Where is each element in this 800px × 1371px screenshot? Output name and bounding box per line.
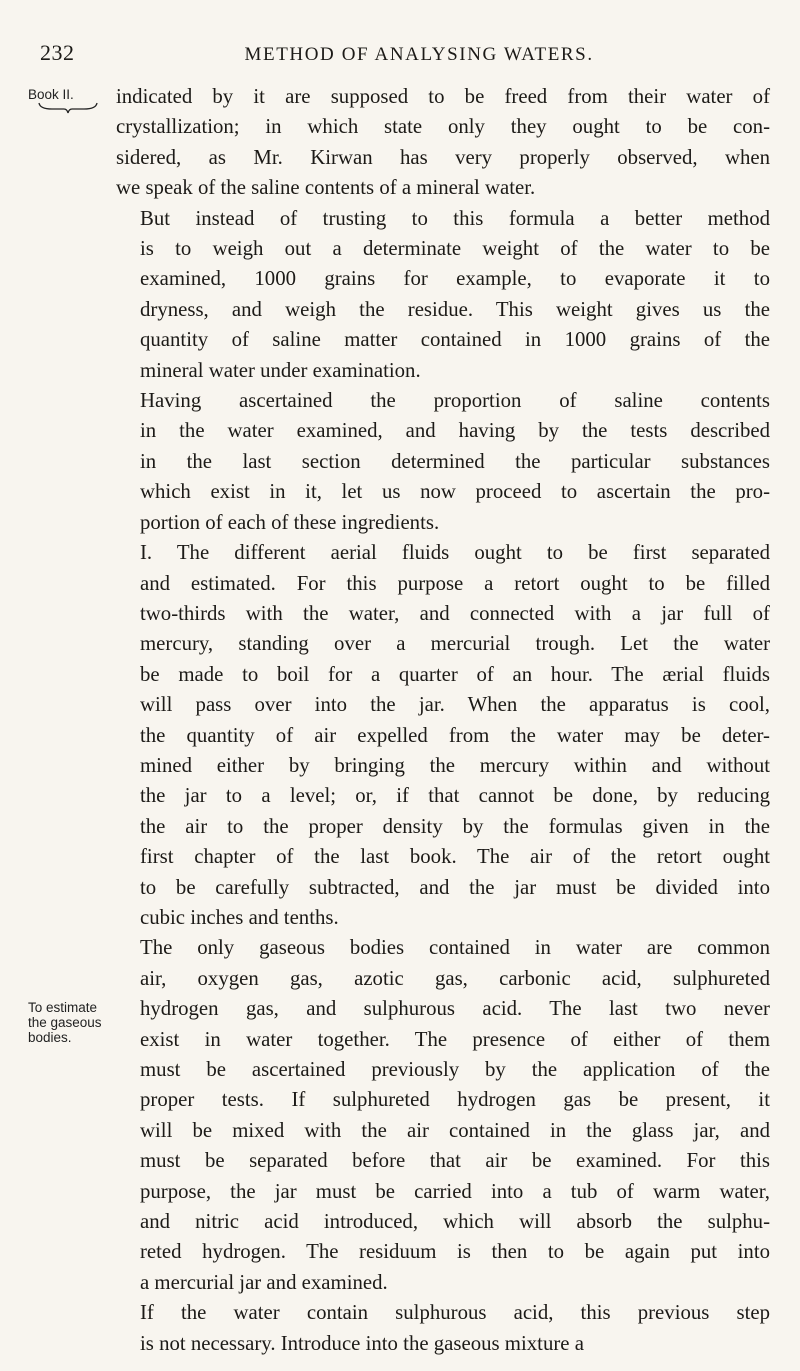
text-line: in the last section determined the particular substances [140, 449, 770, 473]
text-line: first chapter of the last book. The air of the retort ought [140, 845, 770, 869]
text-line: the jar to a level; or, if that cannot be done, by reducing [140, 784, 770, 808]
page-header [40, 40, 760, 72]
text-line: the quantity of air expelled from the water may be deter- [140, 723, 770, 747]
text-line: I. The different aerial fluids ought to be first separated [140, 541, 770, 565]
page-number: 232 [40, 40, 75, 65]
text-line: cubic inches and tenths. [140, 905, 339, 929]
text-line: will be mixed with the air contained in the glass jar, and [140, 1118, 770, 1142]
paragraph [116, 1298, 770, 1359]
text-line: will pass over into the jar. When the apparatus is cool, [140, 693, 770, 717]
text-line: indicated by it are supposed to be freed from their water of [116, 85, 770, 108]
side-note-gaseous-bodies [28, 1000, 110, 1045]
text-line: the air to the proper density by the formulas given in the [140, 814, 770, 838]
text-line: The only gaseous bodies contained in water are common [140, 936, 770, 960]
text-line: dryness, and weigh the residue. This weight gives us the [140, 297, 770, 321]
paragraph [116, 386, 770, 538]
text-line: examined, 1000 grains for example, to evaporate it to [140, 267, 770, 291]
text-line: we speak of the saline contents of a mineral water. [116, 176, 536, 200]
text-line: exist in water together. The presence of either of them [140, 1027, 770, 1051]
text-line: and estimated. For this purpose a retort ought to be filled [140, 571, 770, 595]
text-line: to be carefully subtracted, and the jar must be divided into [140, 875, 770, 899]
text-line: mined either by bringing the mercury within and without [140, 753, 770, 777]
text-line: is to weigh out a determinate weight of the water to be [140, 237, 770, 261]
book-margin-note: Book II. [28, 87, 74, 102]
text-line: reted hydrogen. The residuum is then to be again put into [140, 1240, 770, 1264]
text-line: is not necessary. Introduce into the gaseous mixture a [140, 1331, 584, 1355]
side-note-line: the gaseous [28, 1015, 102, 1030]
brace-ornament [38, 102, 98, 114]
text-line: be made to boil for a quarter of an hour. The ærial fluids [140, 662, 770, 686]
text-line: which exist in it, let us now proceed to ascertain the pro- [140, 480, 770, 504]
text-line: must be separated before that air be examined. For this [140, 1149, 770, 1173]
text-line: air, oxygen gas, azotic gas, carbonic acid, sulphureted [140, 966, 770, 990]
text-line: two-thirds with the water, and connected with a jar full of [140, 601, 770, 625]
text-line: must be ascertained previously by the application of the [140, 1058, 770, 1081]
paragraph [116, 933, 770, 1298]
paragraph [116, 538, 770, 933]
text-line: purpose, the jar must be carried into a tub of warm water, [140, 1179, 770, 1203]
text-line: proper tests. If sulphureted hydrogen gas be present, it [140, 1088, 770, 1112]
running-head: METHOD OF ANALYSING WATERS. [244, 44, 594, 65]
side-note-line: bodies. [28, 1030, 72, 1045]
text-line: mineral water under examination. [140, 358, 421, 382]
text-line: in the water examined, and having by the tests described [140, 419, 770, 443]
text-line: crystallization; in which state only they ought to be con- [116, 115, 770, 139]
text-line: a mercurial jar and examined. [140, 1270, 388, 1294]
paragraph [116, 204, 770, 386]
text-line: Having ascertained the proportion of saline contents [140, 389, 770, 413]
text-line: If the water contain sulphurous acid, this previous step [140, 1301, 770, 1325]
text-line: and nitric acid introduced, which will absorb the sulphu- [140, 1210, 770, 1234]
text-line: sidered, as Mr. Kirwan has very properly observed, when [116, 145, 770, 169]
body-text [116, 82, 770, 1359]
text-line: mercury, standing over a mercurial trough. Let the water [140, 632, 770, 656]
text-line: But instead of trusting to this formula a better method [140, 206, 770, 230]
text-line: portion of each of these ingredients. [140, 510, 440, 534]
paragraph [116, 82, 770, 204]
text-line: hydrogen gas, and sulphurous acid. The last two never [140, 997, 770, 1021]
text-line: quantity of saline matter contained in 1000 grains of the [140, 328, 770, 352]
side-note-line: To estimate [28, 1000, 98, 1015]
